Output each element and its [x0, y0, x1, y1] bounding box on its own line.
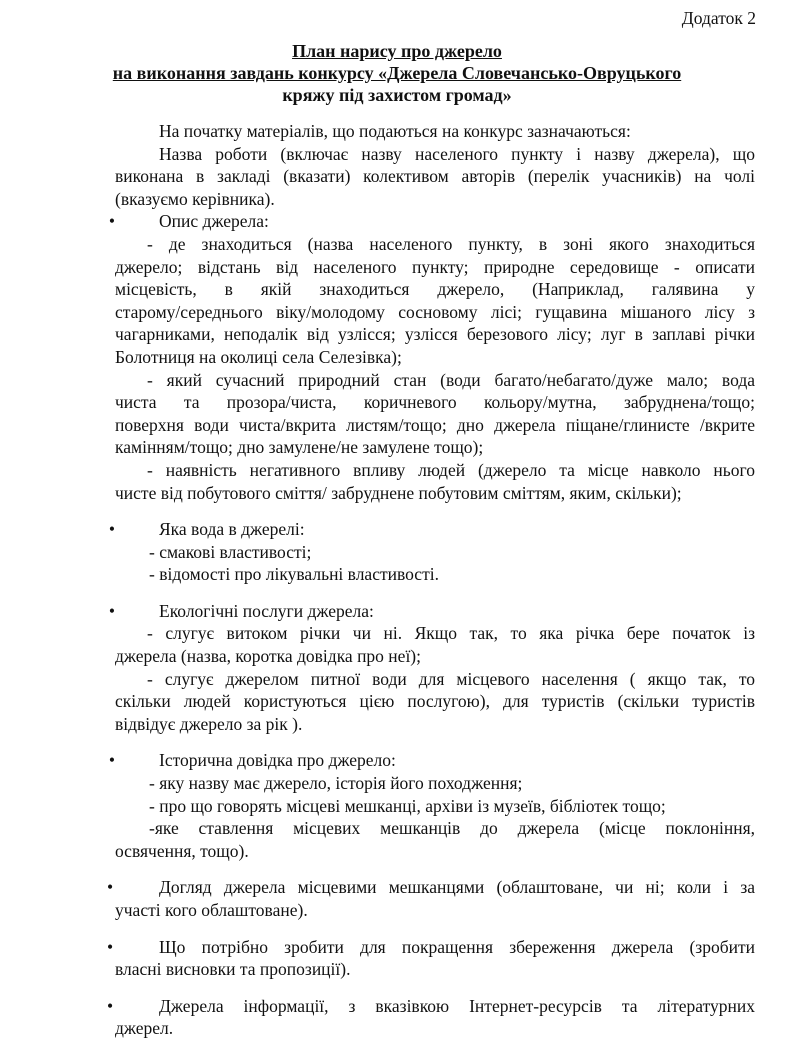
title-line-1: План нарису про джерело: [292, 41, 502, 61]
section-heading: Екологічні послуги джерела:: [159, 600, 374, 621]
list-item-cont: чиста та прозора/чиста, коричневого кольору/мутна, забруднена/тощо;: [115, 392, 755, 413]
section-text: Джерела інформації, з вказівкою Інтернет-ресурсів та літературних: [159, 995, 755, 1016]
list-item-cont: місцевість, в якій знаходиться джерело, (Наприклад, галявина у: [115, 279, 755, 300]
section-maintenance: [107, 876, 755, 921]
title-line-3: кряжу під захистом громад»: [282, 85, 512, 105]
bullet-icon: •: [108, 211, 116, 232]
document-title: [0, 40, 794, 106]
section-sources: [107, 995, 755, 1040]
list-item: - слугує джерелом питної води для місцевого населення ( якщо так, то: [147, 668, 755, 689]
list-item: - який сучасний природний стан (води багато/небагато/дуже мало; вода: [147, 369, 755, 390]
section-text-cont: участі кого облаштоване).: [115, 900, 308, 920]
intro-line-2: Назва роботи (включає назву населеного пункту і назву джерела), що: [159, 143, 755, 164]
list-item-cont: джерело; відстань від населеного пункту; природне середовище - описати: [115, 256, 755, 277]
appendix-label: Додаток 2: [681, 8, 756, 28]
bullet-icon: •: [108, 519, 116, 540]
intro-line-3: виконана в закладі (вказати) колективом авторів (перелік учасників) на чолі: [115, 166, 755, 187]
title-line-2: на виконання завдань конкурсу «Джерела Словечансько-Овруцького: [112, 63, 682, 83]
list-item-cont: чисте від побутового сміття/ забруднене побутовим сміттям, яким, скільки);: [115, 482, 682, 503]
intro-line-4: (вказуємо керівника).: [115, 188, 275, 209]
bullet-icon: •: [107, 877, 114, 898]
list-item: - про що говорять місцеві мешканці, архіви із музеїв, бібліотек тощо;: [149, 795, 666, 816]
bullet-icon: •: [108, 600, 116, 621]
section-heading: Яка вода в джерелі:: [159, 519, 305, 540]
list-item-cont: джерела (назва, коротка довідка про неї);: [115, 646, 421, 667]
section-source-description: [108, 210, 755, 504]
section-text-cont: джерел.: [115, 1018, 174, 1039]
list-item-cont: скільки людей користуються цією послугою), для туристів (скільки туристів: [115, 691, 755, 712]
list-item: -яке ставлення місцевих мешканців до джерела (місце поклоніння,: [149, 818, 755, 839]
intro-line-1: На початку матеріалів, що подаються на конкурс зазначаються:: [159, 121, 631, 141]
list-item-cont: чагарниками, неподалік від узлісся; узлісся березового лісу; луг в заплаві річки: [115, 324, 755, 345]
intro-section: [115, 120, 755, 210]
section-heading: Історична довідка про джерело:: [159, 750, 396, 771]
section-ecological-services: [108, 600, 755, 736]
section-text: Догляд джерела місцевими мешканцями (облаштоване, чи ні; коли і за: [159, 877, 755, 898]
list-item: - яку назву має джерело, історія його походження;: [149, 773, 523, 794]
bullet-icon: •: [107, 936, 114, 957]
section-heading: Опис джерела:: [159, 211, 269, 232]
section-text-cont: власні висновки та пропозиції).: [115, 959, 351, 980]
list-item-cont: освячення, тощо).: [115, 840, 249, 861]
section-preservation: [107, 936, 755, 981]
section-text: Що потрібно зробити для покращення збереження джерела (зробити: [159, 936, 755, 957]
bullet-icon: •: [108, 750, 116, 771]
section-water-quality: [108, 518, 755, 586]
bullet-icon: •: [107, 995, 114, 1016]
list-item-cont: камінням/тощо; дно замулене/не замулене тощо);: [115, 437, 484, 458]
list-item: - смакові властивості;: [149, 541, 312, 562]
list-item-cont: поверхня води чиста/вкрита листям/тощо; дно джерела піщане/глинисте /вкрите: [115, 414, 755, 435]
list-item: - слугує витоком річки чи ні. Якщо так, то яка річка бере початок із: [147, 623, 755, 644]
list-item: - де знаходиться (назва населеного пункту, в зоні якого знаходиться: [147, 233, 755, 254]
list-item-cont: старому/середнього віку/молодому сосновому лісі; гущавина мішаного лісу з: [115, 301, 755, 322]
section-history: [108, 749, 755, 862]
list-item-cont: відвідує джерело за рік ).: [115, 713, 303, 734]
list-item-cont: Болотниця на околиці села Селезівка);: [115, 346, 402, 367]
document-body: [107, 120, 755, 1040]
list-item: - відомості про лікувальні властивості.: [149, 564, 439, 585]
list-item: - наявність негативного впливу людей (джерело та місце навколо нього: [147, 459, 755, 480]
